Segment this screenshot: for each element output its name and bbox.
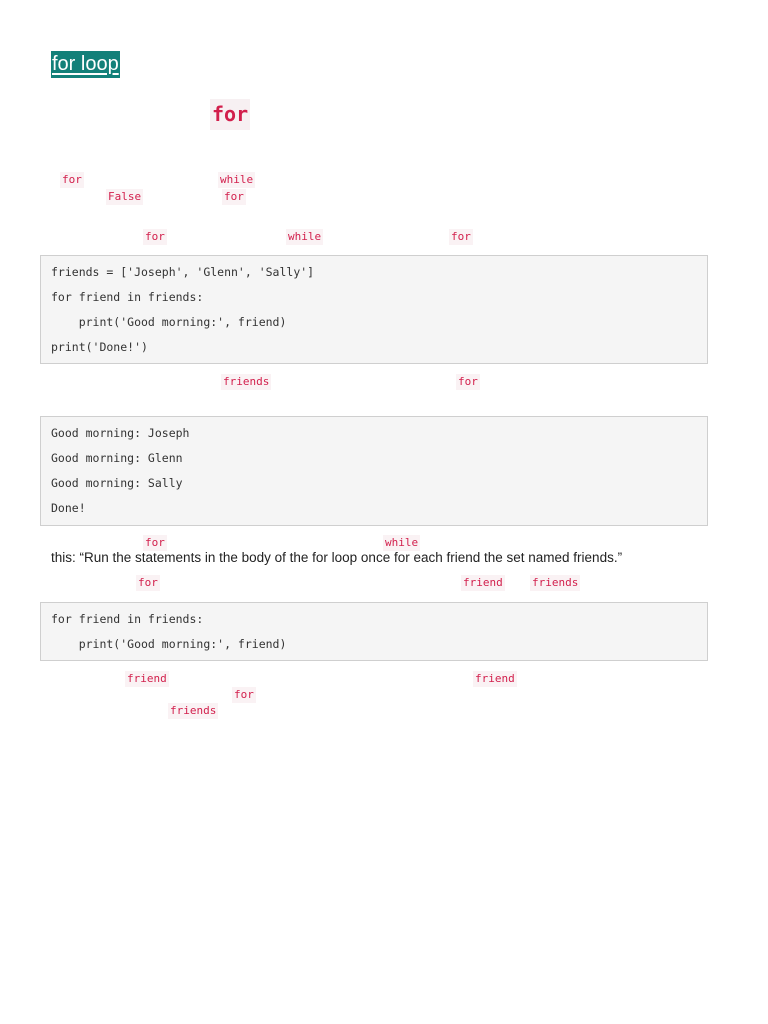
inline-code-false: False [108,190,142,203]
inline-code-while: while [220,173,254,186]
inline-code-for: for [451,230,471,243]
inline-code-friend: friend [127,672,167,685]
inline-code-friend: friend [463,576,503,589]
output-line: Done! [51,501,86,515]
output-block [40,416,708,526]
inline-code-for: for [62,173,82,186]
code-line: print('Good morning:', friend) [51,637,287,651]
inline-code-friends: friends [532,576,579,589]
inline-code-for: for [145,230,165,243]
inline-code-for: for [224,190,244,203]
code-line: print('Good morning:', friend) [51,315,287,329]
code-line: friends = ['Joseph', 'Glenn', 'Sally'] [51,265,315,279]
code-line: for friend in friends: [51,612,204,626]
inline-code-friends: friends [223,375,270,388]
paragraph-text: this: “Run the statements in the body of the for loop once for each friend the set named friends.” [51,550,623,565]
inline-code-friend: friend [475,672,515,685]
inline-code-for: for [234,688,254,701]
inline-code-for: for [138,576,158,589]
code-line: for friend in friends: [51,290,204,304]
code-line: print('Done!') [51,340,148,354]
output-line: Good morning: Glenn [51,451,183,465]
output-line: Good morning: Joseph [51,426,190,440]
inline-code-while: while [288,230,322,243]
inline-code-while: while [385,536,419,549]
code-block-loop-body [40,602,708,661]
heading-code-for: for [210,99,250,130]
section-title-link[interactable]: for loop [51,51,120,78]
inline-code-friends: friends [170,704,217,717]
output-line: Good morning: Sally [51,476,183,490]
code-block-friends-loop [40,255,708,364]
inline-code-for: for [145,536,165,549]
inline-code-for: for [458,375,478,388]
